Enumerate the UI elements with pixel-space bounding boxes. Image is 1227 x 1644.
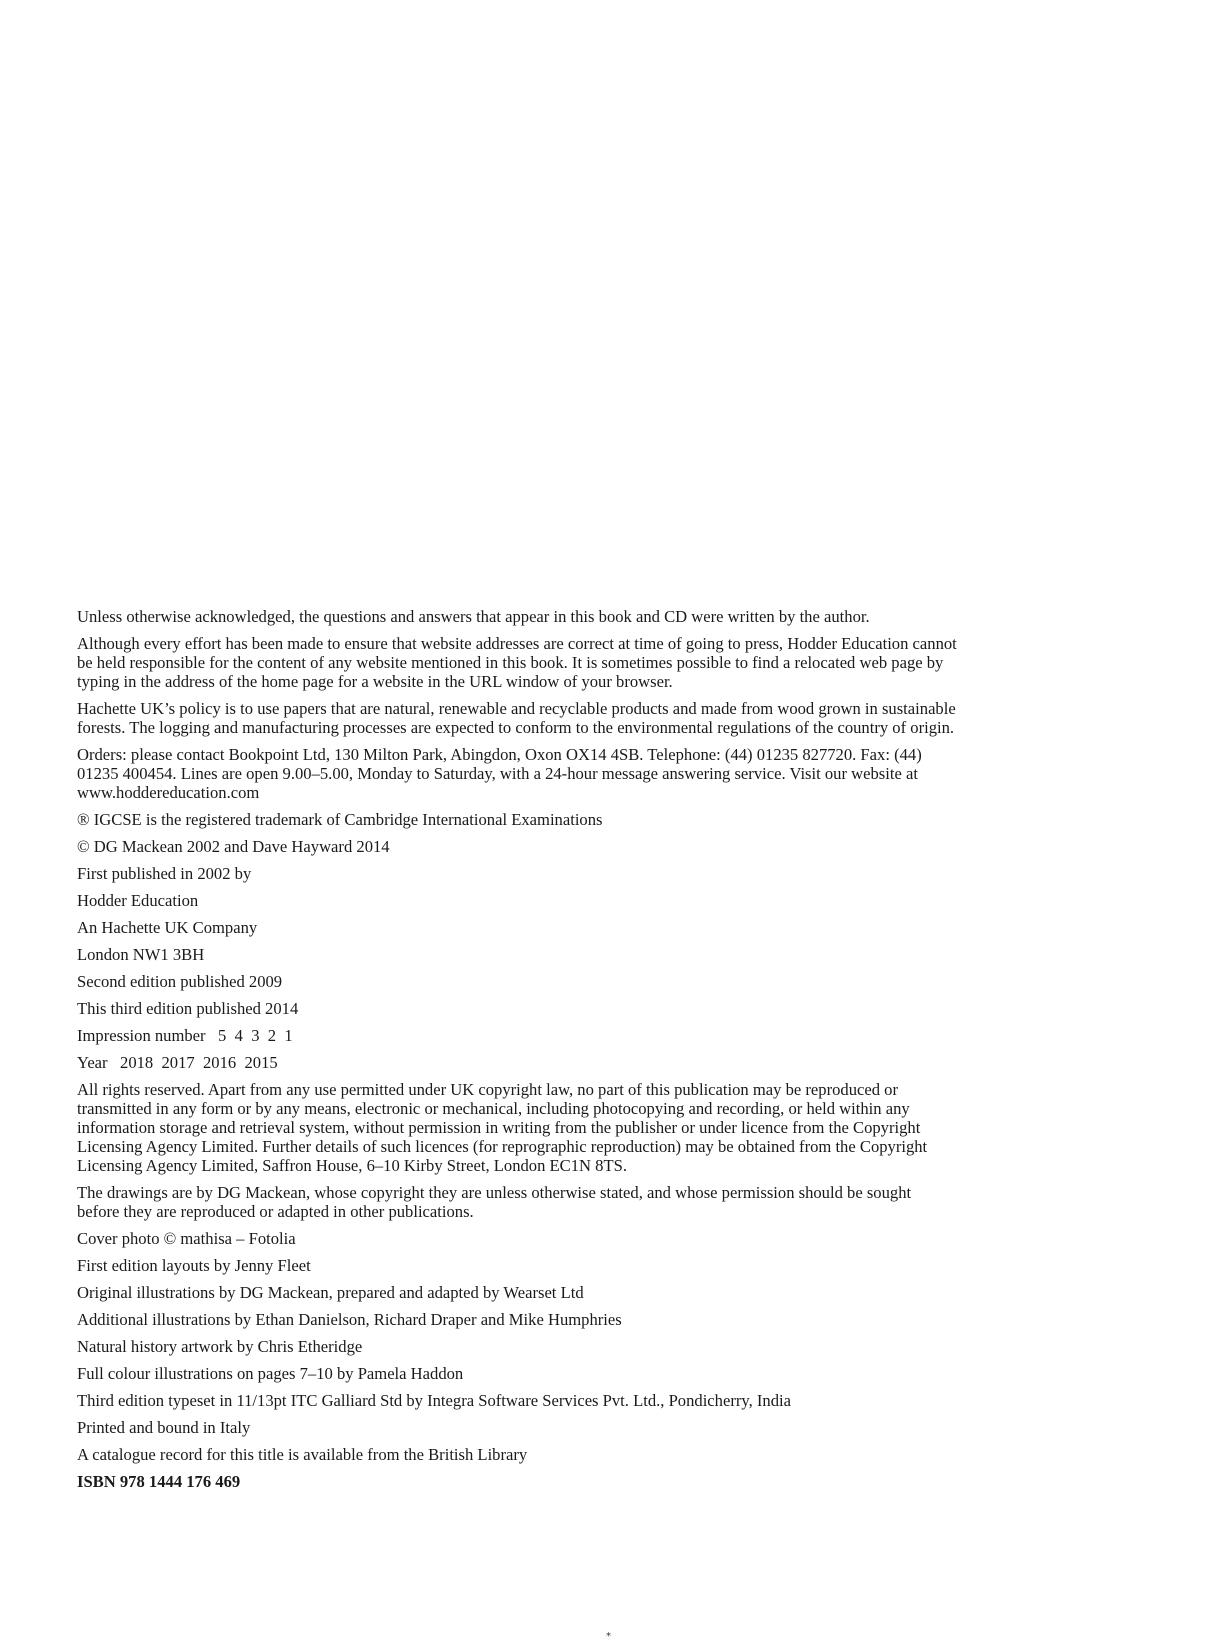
website-disclaimer-text: Although every effort has been made to ensure that website addresses are correct at time of going to press, Hodder Education cannot be held responsible for the content of any website mentioned in this book. It is sometimes possible to find a relocated web page by typing in the address of the home page for a website in the URL window of your browser. [77, 634, 957, 691]
second-edition-text: Second edition published 2009 [77, 972, 283, 991]
acknowledgement-text: Unless otherwise acknowledged, the questions and answers that appear in this book and CD were written by the author. [77, 607, 870, 626]
publisher-address: London NW1 3BH [77, 945, 205, 964]
original-illustrations-credit: Original illustrations by DG Mackean, prepared and adapted by Wearset Ltd [77, 1283, 584, 1302]
catalogue-record-text: A catalogue record for this title is available from the British Library [77, 1445, 528, 1464]
copyright-text: © DG Mackean 2002 and Dave Hayward 2014 [77, 837, 390, 856]
page-footer-mark: * [606, 1631, 611, 1642]
impression-number-text: Impression number 5 4 3 2 1 [77, 1026, 293, 1045]
isbn-text: ISBN 978 1444 176 469 [77, 1472, 241, 1491]
rights-reserved-text: All rights reserved. Apart from any use permitted under UK copyright law, no part of this publication may be reproduced or transmitted in any form or by any means, electronic or mechanical, including photocopying and recording, or held within any information storage and retrieval system, without permission in writing from the publisher or under licence from the Copyright Licensing Agency Limited. Further details of such licences (for reprographic reproduction) may be obtained from the Copyright Licensing Agency Limited, Saffron House, 6–10 Kirby Street, London EC1N 8TS. [77, 1080, 928, 1175]
printed-text: Printed and bound in Italy [77, 1418, 251, 1437]
drawings-credit-text: The drawings are by DG Mackean, whose copyright they are unless otherwise stated, and whose permission should be sought before they are reproduced or adapted in other publications. [77, 1183, 912, 1221]
orders-text: Orders: please contact Bookpoint Ltd, 130 Milton Park, Abingdon, Oxon OX14 4SB. Telephone: (44) 01235 827720. Fax: (44) 01235 400454. Lines are open 9.00–5.00, Monday to Saturday, with a 24-hour message answering service. Visit our website at www.hoddereducation.com [77, 745, 922, 802]
imprint-block [77, 607, 957, 1499]
cover-photo-credit: Cover photo © mathisa – Fotolia [77, 1229, 296, 1248]
trademark-text: ® IGCSE is the registered trademark of Cambridge International Examinations [77, 810, 603, 829]
third-edition-text: This third edition published 2014 [77, 999, 299, 1018]
publisher-company: An Hachette UK Company [77, 918, 258, 937]
typeset-credit: Third edition typeset in 11/13pt ITC Galliard Std by Integra Software Services Pvt. Ltd., Pondicherry, India [77, 1391, 792, 1410]
publisher-name: Hodder Education [77, 891, 199, 910]
paper-policy-text: Hachette UK’s policy is to use papers that are natural, renewable and recyclable products and made from wood grown in sustainable forests. The logging and manufacturing processes are expected to conform to the environmental regulations of the country of origin. [77, 699, 956, 737]
first-published-text: First published in 2002 by [77, 864, 252, 883]
year-text: Year 2018 2017 2016 2015 [77, 1053, 278, 1072]
natural-history-credit: Natural history artwork by Chris Etheridge [77, 1337, 363, 1356]
layouts-credit: First edition layouts by Jenny Fleet [77, 1256, 311, 1275]
additional-illustrations-credit: Additional illustrations by Ethan Danielson, Richard Draper and Mike Humphries [77, 1310, 622, 1329]
full-colour-credit: Full colour illustrations on pages 7–10 by Pamela Haddon [77, 1364, 464, 1383]
